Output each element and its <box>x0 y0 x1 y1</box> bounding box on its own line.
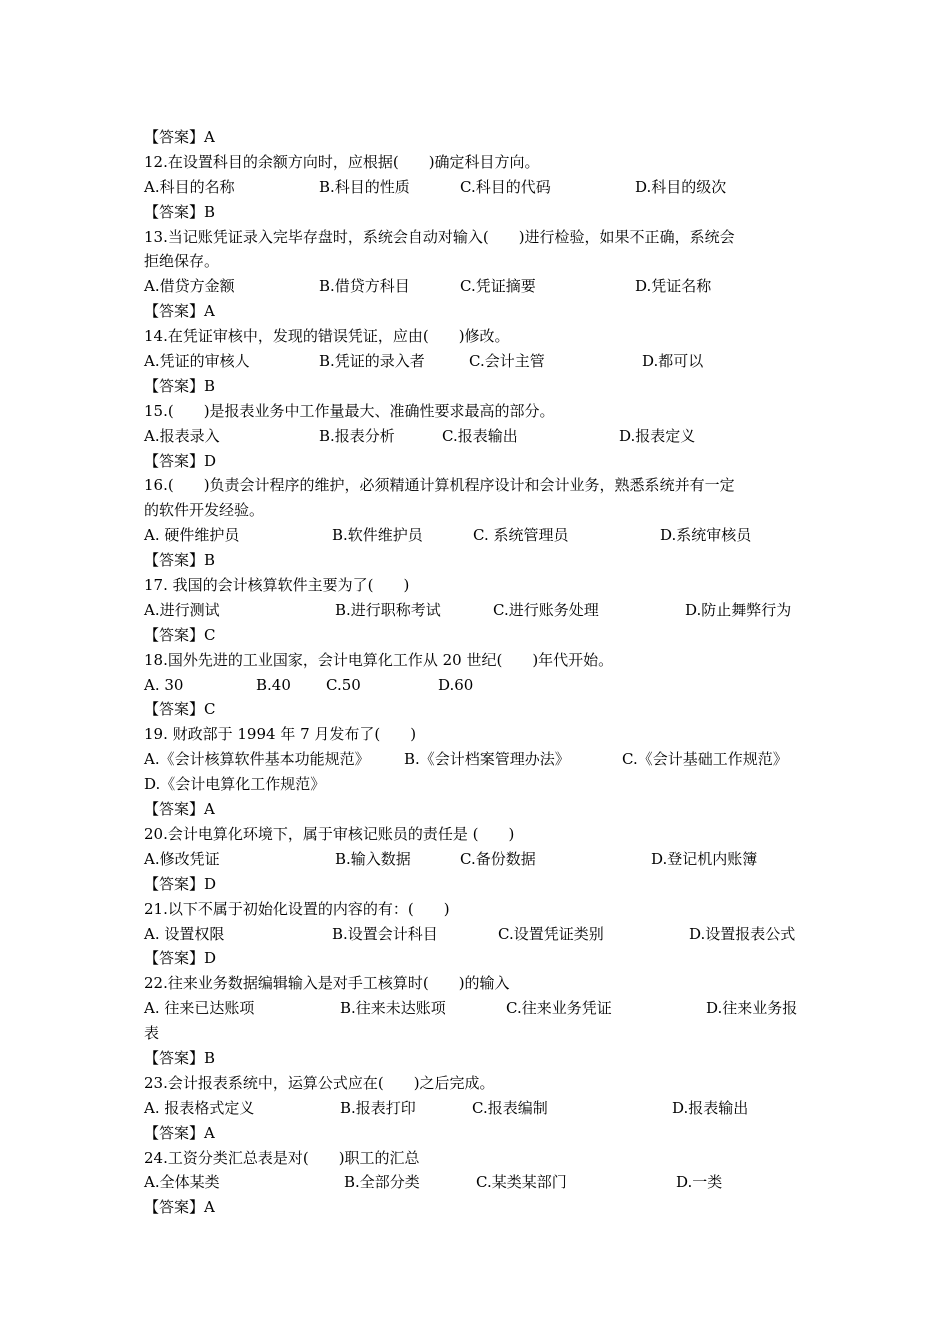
option-c: C.报表编制 <box>472 1098 548 1117</box>
answer-line: 【答案】B <box>144 1048 216 1067</box>
answer-line: 【答案】A <box>144 128 215 146</box>
question-text: 表 <box>144 1024 160 1043</box>
option-d: D.科目的级次 <box>635 177 727 196</box>
question-text: 14.在凭证审核中，发现的错误凭证，应由( )修改。 <box>144 327 510 346</box>
question-text: 22.往来业务数据编辑输入是对手工核算时( )的输入 <box>144 974 510 993</box>
option-a: A.全体某类 <box>144 1173 220 1192</box>
question-text: 13.当记账凭证录入完毕存盘时，系统会自动对输入( )进行检验，如果不正确，系统会 <box>144 227 735 246</box>
question-text: 12.在设置科目的余额方向时，应根据( )确定科目方向。 <box>144 152 540 171</box>
option-b: B.全部分类 <box>344 1173 420 1192</box>
option-row <box>144 598 808 623</box>
option-d: D.设置报表公式 <box>689 924 796 943</box>
option-b: B.科目的性质 <box>319 177 410 196</box>
option-a: A. 硬件维护员 <box>144 526 240 545</box>
option-b: B.报表打印 <box>340 1098 416 1117</box>
answer-line: 【答案】D <box>144 874 217 893</box>
option-row <box>144 1096 808 1121</box>
option-row <box>144 922 808 947</box>
option-d: D.报表定义 <box>619 426 696 445</box>
question-text: 18.国外先进的工业国家，会计电算化工作从 20 世纪( )年代开始。 <box>144 650 614 669</box>
option-a: A. 往来已达账项 <box>144 999 255 1018</box>
option-c: C.备份数据 <box>460 849 536 868</box>
option-d: D.60 <box>438 675 474 694</box>
option-a: A.修改凭证 <box>144 849 220 868</box>
option-a: A.《会计核算软件基本功能规范》 <box>144 750 370 769</box>
answer-line: 【答案】C <box>144 700 216 719</box>
option-row <box>144 274 808 299</box>
option-d: D.报表输出 <box>672 1098 749 1117</box>
option-a: A.凭证的审核人 <box>144 352 250 371</box>
option-row <box>144 996 808 1021</box>
question-text: 23.会计报表系统中，运算公式应在( )之后完成。 <box>144 1073 495 1092</box>
document-body <box>144 125 808 1220</box>
option-a: A. 报表格式定义 <box>144 1098 255 1117</box>
option-row <box>144 424 808 449</box>
option-c: C.50 <box>326 675 361 694</box>
option-d: D.系统审核员 <box>660 526 752 545</box>
answer-line: 【答案】B <box>144 202 216 221</box>
question-text: 20.会计电算化环境下，属于审核记账员的责任是 ( ) <box>144 824 515 843</box>
answer-line: 【答案】B <box>144 376 216 395</box>
option-b: B.40 <box>256 675 291 694</box>
option-d: D.防止舞弊行为 <box>685 600 792 619</box>
option-row <box>144 523 808 548</box>
option-a: A. 30 <box>144 675 184 694</box>
option-d: D.一类 <box>676 1173 723 1192</box>
option-d: D.凭证名称 <box>635 277 712 296</box>
question-text: 的软件开发经验。 <box>144 501 265 520</box>
option-b: B.借贷方科目 <box>319 277 410 296</box>
option-c: C.科目的代码 <box>460 177 551 196</box>
answer-line: 【答案】B <box>144 551 216 570</box>
question-text: 24.工资分类汇总表是对( )职工的汇总 <box>144 1148 420 1167</box>
option-c: C.进行账务处理 <box>493 600 599 619</box>
question-text: 19. 财政部于 1994 年 7 月发布了( ) <box>144 725 417 744</box>
option-a: A.报表录入 <box>144 426 220 445</box>
answer-line: 【答案】D <box>144 949 217 968</box>
option-b: B.设置会计科目 <box>332 924 438 943</box>
question-text: 拒绝保存。 <box>144 252 220 271</box>
option-c: C.某类某部门 <box>476 1173 567 1192</box>
option-c: C. 系统管理员 <box>473 526 569 545</box>
question-text: 21.以下不属于初始化设置的内容的有：( ) <box>144 899 450 918</box>
option-c: C.报表输出 <box>442 426 518 445</box>
option-a: A.科目的名称 <box>144 177 235 196</box>
option-a: A.借贷方金额 <box>144 277 235 296</box>
answer-line: 【答案】A <box>144 302 215 321</box>
option-d: D.都可以 <box>642 352 704 371</box>
answer-line: 【答案】A <box>144 1198 215 1217</box>
option-b: B.《会计档案管理办法》 <box>404 750 570 769</box>
option-c: C.会计主管 <box>469 352 545 371</box>
option-b: B.往来未达账项 <box>340 999 446 1018</box>
option-d: D.往来业务报 <box>706 999 798 1018</box>
question-text: 15.( )是报表业务中工作量最大、准确性要求最高的部分。 <box>144 401 555 420</box>
option-b: B.软件维护员 <box>332 526 423 545</box>
option-c: C.往来业务凭证 <box>506 999 612 1018</box>
option-d: D.登记机内账簿 <box>651 849 758 868</box>
answer-line: 【答案】A <box>144 1123 215 1142</box>
option-c: C.凭证摘要 <box>460 277 536 296</box>
option-row <box>144 747 808 772</box>
option-row <box>144 175 808 200</box>
option-b: B.凭证的录入者 <box>319 352 425 371</box>
question-text: D.《会计电算化工作规范》 <box>144 775 326 794</box>
option-c: C.设置凭证类别 <box>498 924 604 943</box>
answer-line: 【答案】D <box>144 451 217 470</box>
option-c: C.《会计基础工作规范》 <box>622 750 788 769</box>
question-text: 16.( )负责会计程序的维护，必须精通计算机程序设计和会计业务，熟悉系统并有一定 <box>144 476 735 495</box>
option-row <box>144 1170 808 1195</box>
answer-line: 【答案】A <box>144 800 215 819</box>
question-text: 17. 我国的会计核算软件主要为了( ) <box>144 576 410 595</box>
option-a: A.进行测试 <box>144 600 220 619</box>
option-row <box>144 847 808 872</box>
option-row <box>144 673 808 698</box>
option-b: B.进行职称考试 <box>335 600 441 619</box>
option-row <box>144 349 808 374</box>
option-b: B.报表分析 <box>319 426 395 445</box>
option-b: B.输入数据 <box>335 849 411 868</box>
answer-line: 【答案】C <box>144 625 216 644</box>
option-a: A. 设置权限 <box>144 924 225 943</box>
